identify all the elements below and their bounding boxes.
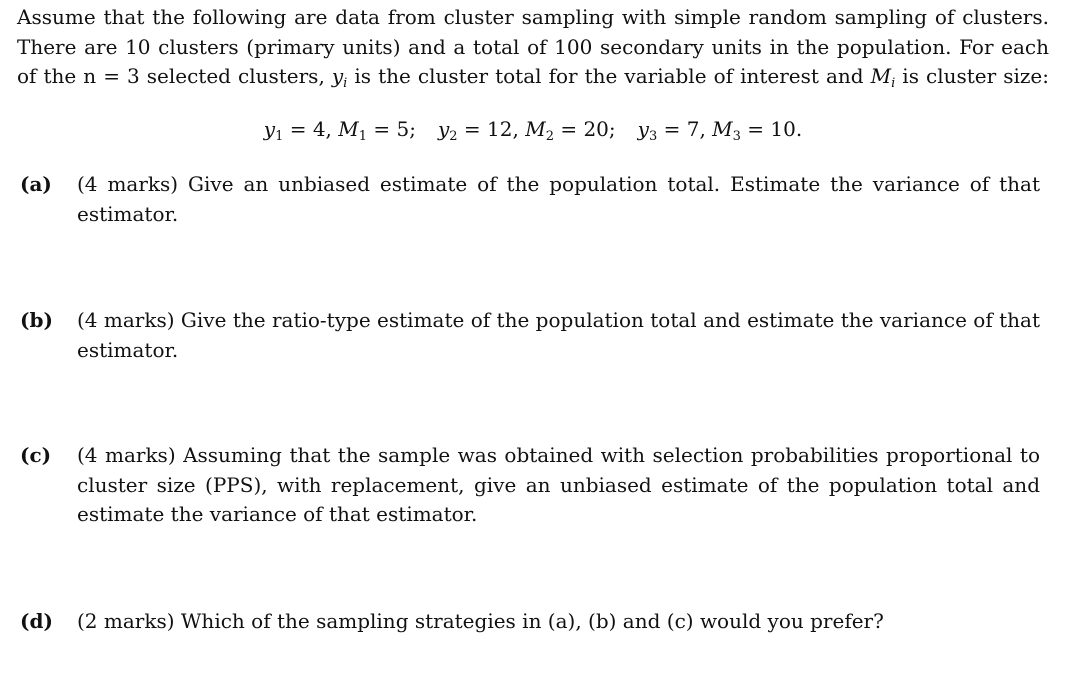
M1-symbol: M	[338, 117, 359, 141]
y1-value: = 4,	[283, 117, 339, 141]
M1-subscript: 1	[358, 129, 368, 144]
M3-value: = 10.	[740, 117, 803, 141]
M2-value: = 20;	[553, 117, 616, 141]
y3-subscript: 3	[648, 129, 658, 144]
part-b-label: (b)	[20, 308, 53, 332]
part-d	[20, 607, 1040, 637]
part-b	[20, 306, 1040, 365]
y1-subscript: 1	[275, 129, 284, 144]
y2-value: = 12,	[457, 117, 526, 141]
intro-line-3	[17, 62, 1049, 92]
part-c-text: (4 marks) Assuming that the sample was obtained with selection probabilities proportional to cluster size (PPS), with replacement, give an unbiased estimate of the population total and estimate the variance of that estimator.	[77, 443, 1040, 526]
part-d-label: (d)	[20, 609, 53, 633]
y3-value: = 7,	[657, 117, 713, 141]
part-d-text: (2 marks) Which of the sampling strategies in (a), (b) and (c) would you prefer?	[77, 609, 884, 633]
question-intro	[17, 3, 1049, 92]
y3-symbol: y	[637, 117, 649, 141]
data-equation	[17, 114, 1049, 144]
intro-line-3-part-c: is cluster size:	[895, 64, 1049, 88]
intro-line-2: There are 10 clusters (primary units) and a total of 100 secondary units in the population. For each	[17, 34, 1049, 59]
cluster-total-subscript: i	[343, 76, 348, 91]
intro-line-3-part-a: of the n = 3 selected clusters,	[17, 64, 332, 88]
M2-subscript: 2	[545, 129, 554, 144]
part-c-label: (c)	[20, 443, 52, 467]
y2-subscript: 2	[449, 129, 458, 144]
part-c	[20, 441, 1040, 530]
cluster-size-symbol: M	[870, 64, 892, 88]
part-b-text: (4 marks) Give the ratio-type estimate of the population total and estimate the variance of that estimator.	[77, 308, 1040, 362]
part-a-text: (4 marks) Give an unbiased estimate of the population total. Estimate the variance of that estimator.	[77, 172, 1040, 226]
cluster-size-subscript: i	[891, 76, 896, 91]
y2-symbol: y	[437, 117, 450, 141]
question-document	[17, 3, 1049, 633]
y1-symbol: y	[263, 117, 276, 141]
M3-subscript: 3	[732, 129, 741, 144]
intro-line-3-part-b: is the cluster total for the variable of interest and	[347, 64, 871, 88]
cluster-total-symbol: y	[331, 64, 344, 88]
M2-symbol: M	[525, 117, 546, 141]
part-a-label: (a)	[20, 172, 52, 196]
M1-value: = 5;	[367, 117, 416, 141]
intro-line-1: Assume that the following are data from cluster sampling with simple random sampling of clusters.	[17, 5, 1049, 29]
part-a	[20, 170, 1040, 229]
M3-symbol: M	[712, 117, 733, 141]
